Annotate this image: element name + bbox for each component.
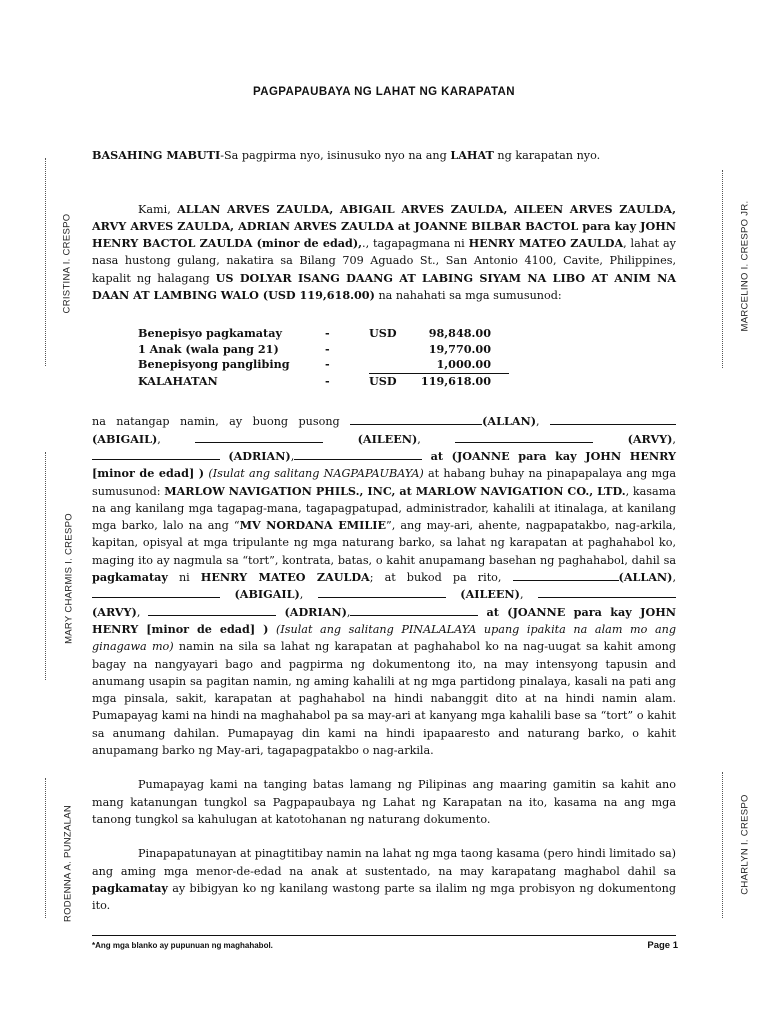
breakdown-currency: USD	[369, 373, 397, 388]
para1-text: na nahahati sa mga sumusunod:	[374, 289, 562, 303]
label-aileen: (AILEEN)	[357, 431, 418, 446]
side-label-left-middle: MARY CHARMIS I. CRESPO	[63, 513, 75, 644]
blank-allan-2[interactable]	[513, 569, 619, 581]
bold-pagkamatay: pagkamatay	[92, 570, 168, 585]
label-arvy: (ARVY)	[627, 431, 673, 446]
breakdown-currency	[369, 357, 405, 373]
label-allan: (ALLAN)	[618, 570, 673, 585]
label-aileen: (AILEEN)	[460, 587, 520, 602]
paragraph-release: na natangap namin, ay buong pusong (ALLAN), (ABIGAIL), (AILEEN), (ARVY), (ADRIAN), at (JOANNE para kay JOHN HENRY [minor de edad] ) (Isulat ang salitang NAGPAPAUBAYA) at habang buhay na pinapapalaya ang mga sumusunod: MARLOW NAVIGATION PHILS., INC, at MARLOW NAVIGATION CO., LTD., kasama na ang kanilang mga tagapag-mana, tagapagpatupad, administrador, kahalili at itinalaga, at kanilang mga barko, lalo na ang “MV NORDANA EMILIE”, ang may-ari, ahente, nagpapatakbo, nag-arkila, kapitan, opisyal at mga tripulante ng mga naturang barko, sa lahat ng karapatan at paghahabol ko, maging ito ay nagmula sa “tort”, kontrata, batas, o kahit anupamang basehan ng paghahabol, dahil sa pagkamatay ni HENRY MATEO ZAULDA; at bukod pa rito, (ALLAN), (ABIGAIL), (AILEEN), (ARVY), (ADRIAN), at (JOANNE para kay JOHN HENRY [minor de edad] ) (Isulat ang salitang PINALALAYA upang ipakita na alam mo ang ginagawa mo) namin na sila sa lahat ng karapatan at paghahabol ko na nag-uugat sa kahit among bagay na nangyayari bago and pagpirma ng dokumentong ito, na may intensyong tapusin and anumang usapin sa pagitan namin, ng aming kahalili at ng mga partidong pinalaya, kasali na pati ang mga pinsala, sakit, karapatan at paghahabol na hindi nabanggit dito at na hindi namin alam. Pumapayag kami na hindi na maghahabol pa sa may-ari at kanyang mga kahalili base sa “tort” o kahit sa anumang dahilan. Pumapayag din kami na hindi ipapaaresto and naturang barko, o kahit anupamang barko ng May-ari, tagapagpatakbo o nag-arkila.	[92, 414, 677, 758]
label-abigail: (ABIGAIL)	[234, 587, 300, 602]
blank-allan[interactable]	[350, 413, 482, 425]
breakdown-label: Benepisyo pagkamatay	[138, 326, 282, 341]
footnote: *Ang mga blanko ay pupunuan ng maghahabol.	[92, 941, 273, 950]
instruction-nagpapaubaya: (Isulat ang salitang NAGPAPAUBAYA)	[208, 467, 424, 481]
blank-arvy[interactable]	[455, 431, 593, 443]
document-body	[92, 84, 676, 914]
document-title: PAGPAPAUBAYA NG LAHAT NG KARAPATAN	[253, 86, 515, 98]
deceased-name: HENRY MATEO ZAULDA	[468, 236, 624, 251]
para2-text: , kasama na ang kanilang mga tagapag-mana, tagapagpatupad, administrador, kahalili at itinalaga, at kanilang mga barko, lalo na ang “	[92, 484, 676, 533]
blank-aileen-2[interactable]	[318, 586, 446, 598]
footer-divider	[92, 935, 676, 936]
intro-bold-lahat: LAHAT	[450, 148, 494, 163]
left-margin-line-1	[45, 158, 46, 366]
page-number: Page 1	[647, 940, 678, 951]
breakdown-dash: -	[325, 326, 330, 341]
paragraph-affirmation	[92, 845, 676, 914]
intro-line	[92, 147, 676, 164]
breakdown-row	[138, 342, 676, 358]
side-label-right-bottom: CHARLYN I. CRESPO	[739, 794, 751, 895]
breakdown-dash: -	[325, 341, 330, 356]
blank-abigail[interactable]	[550, 413, 676, 425]
released-companies: MARLOW NAVIGATION PHILS., INC, at MARLOW NAVIGATION CO., LTD.	[164, 483, 626, 498]
breakdown-total-row	[138, 374, 676, 390]
amount-in-words: US DOLYAR ISANG DAANG AT LABING SIYAM NA LIBO AT ANIM NA DAAN AT LAMBING WALO (USD 119,618.00)	[92, 270, 676, 303]
label-abigail: (ABIGAIL)	[92, 431, 158, 446]
paragraph-governing-law: Pumapayag kami na tanging batas lamang ng Pilipinas ang maaring gamitin sa kahit ano mang katanungan tungkol sa Pagpapaubaya ng Lahat ng Karapatan na ito, kasama na ang mga tanong tungkol sa kahulugan at katotohanan ng naturang dokumento.	[92, 778, 676, 826]
blank-adrian-2[interactable]	[148, 604, 276, 616]
label-arvy: (ARVY)	[92, 604, 137, 619]
blank-arvy-2[interactable]	[538, 586, 676, 598]
para1-text: Kami,	[138, 202, 178, 216]
para1-text: ., tagapagmana ni	[362, 237, 469, 251]
breakdown-amount: 98,848.00	[428, 326, 491, 341]
blank-joanne[interactable]	[294, 448, 422, 460]
para2-text: ”, ang may-ari, ahente, nagpapatakbo, nag-arkila, kapitan, opisyal at mga tripulante ng mga naturang barko, sa lahat ng karapatan at paghahabol ko, maging ito ay nagmula sa “tort”, kontrata, batas, o kahit anupamang basehan ng paghahabol, dahil sa	[92, 519, 676, 567]
intro-text-end: ng karapatan nyo.	[493, 149, 601, 163]
para4-text: ay bibigyan ko ng kanilang wastong parte sa ilalim ng mga probisyon ng dokumentong ito.	[92, 881, 676, 913]
breakdown-dash: -	[325, 357, 330, 372]
breakdown-dash: -	[325, 373, 330, 388]
deceased-name: HENRY MATEO ZAULDA	[200, 570, 370, 585]
right-margin-line-1	[722, 170, 723, 368]
breakdown-currency: USD	[369, 326, 397, 341]
side-label-left-bottom: RODENNA A. PUNZALAN	[62, 804, 74, 923]
breakdown-row	[138, 326, 676, 342]
para1-text: , lahat ay nasa hustong gulang, nakatira sa Bilang 709 Aguado St., San Antonio 4100, Cavite, Philippines, kapalit ng halagang	[92, 237, 676, 285]
breakdown-amount: 19,770.00	[428, 341, 491, 356]
breakdown-label: Benepisyong panglibing	[138, 357, 290, 372]
side-label-right-top: MARCELINO I. CRESPO JR.	[739, 200, 751, 332]
label-allan: (ALLAN)	[482, 414, 537, 429]
breakdown-amount: 1,000.00	[436, 357, 491, 372]
para4-text: Pinapapatunayan at pinagtitibay namin na lahat ng mga taong kasama (pero hindi limitado sa) ang aming mga menor-de-edad na anak at sustentado, na may karapatang maghabol dahil sa	[92, 847, 676, 878]
label-joanne: at (JOANNE para kay JOHN HENRY [minor de edad] )	[92, 448, 677, 481]
instruction-pinalalaya: (Isulat ang salitang PINALALAYA upang ipakita na alam mo ang ginagawa mo)	[92, 622, 676, 654]
para2-text: ni	[167, 571, 201, 585]
vessel-name: MV NORDANA EMILIE	[239, 518, 386, 533]
intro-text: -Sa pagpirma nyo, isinusuko nyo na ang	[220, 149, 451, 163]
intro-bold: BASAHING MABUTI	[92, 148, 221, 163]
para2-text: namin na sila sa lahat ng karapatan at paghahabol ko na nag-uugat sa kahit among bagay na nangyayari bago and pagpirma ng dokumentong ito, na may intensyong tapusin and anumang usapin sa pagitan namin, ng aming kahalili at ng mga partidong pinalaya, kasali na pati ang mga pinsala, sakit, karapatan at paghahabol na hindi nabanggit dito at na hindi namin alam. Pumapayag kami na hindi na maghahabol pa sa may-ari at kanyang mga kahalili base sa “tort” o kahit sa anumang dahilan. Pumapayag din kami na hindi ipapaaresto and naturang barko, o kahit anupamang barko ng May-ari, tagapagpatakbo o nag-arkila.	[92, 640, 676, 758]
label-joanne: at (JOANNE para kay JOHN HENRY [minor de edad] )	[92, 604, 676, 636]
blank-adrian[interactable]	[92, 448, 220, 460]
breakdown-amount: 119,618.00	[420, 373, 491, 388]
blank-joanne-2[interactable]	[350, 604, 478, 616]
para2-text: ; at bukod pa rito,	[369, 571, 513, 585]
paragraph-parties	[92, 201, 676, 305]
bold-pagkamatay: pagkamatay	[92, 880, 168, 895]
left-margin-line-2	[45, 452, 46, 680]
label-adrian: (ADRIAN)	[284, 604, 347, 619]
blank-abigail-2[interactable]	[92, 586, 220, 598]
breakdown-row	[138, 357, 676, 374]
amount-breakdown	[138, 326, 676, 389]
blank-aileen[interactable]	[195, 431, 323, 443]
side-label-left-top: CRISTINA I. CRESPO	[61, 213, 73, 314]
label-adrian: (ADRIAN)	[228, 448, 291, 463]
para2-text: at habang buhay na pinapapalaya ang mga sumusunod:	[92, 467, 676, 498]
breakdown-label: 1 Anak (wala pang 21)	[138, 341, 279, 356]
breakdown-label: KALAHATAN	[138, 373, 218, 388]
breakdown-currency	[369, 342, 405, 358]
para2-text: na natangap namin, ay buong pusong	[92, 415, 351, 429]
left-margin-line-3	[45, 778, 46, 918]
heirs-names: ALLAN ARVES ZAULDA, ABIGAIL ARVES ZAULDA, AILEEN ARVES ZAULDA, ARVY ARVES ZAULDA, ADRIAN ARVES ZAULDA at JOANNE BILBAR BACTOL para kay JOHN HENRY BACTOL ZAULDA (minor de edad),	[92, 201, 676, 251]
right-margin-line-2	[722, 772, 723, 918]
